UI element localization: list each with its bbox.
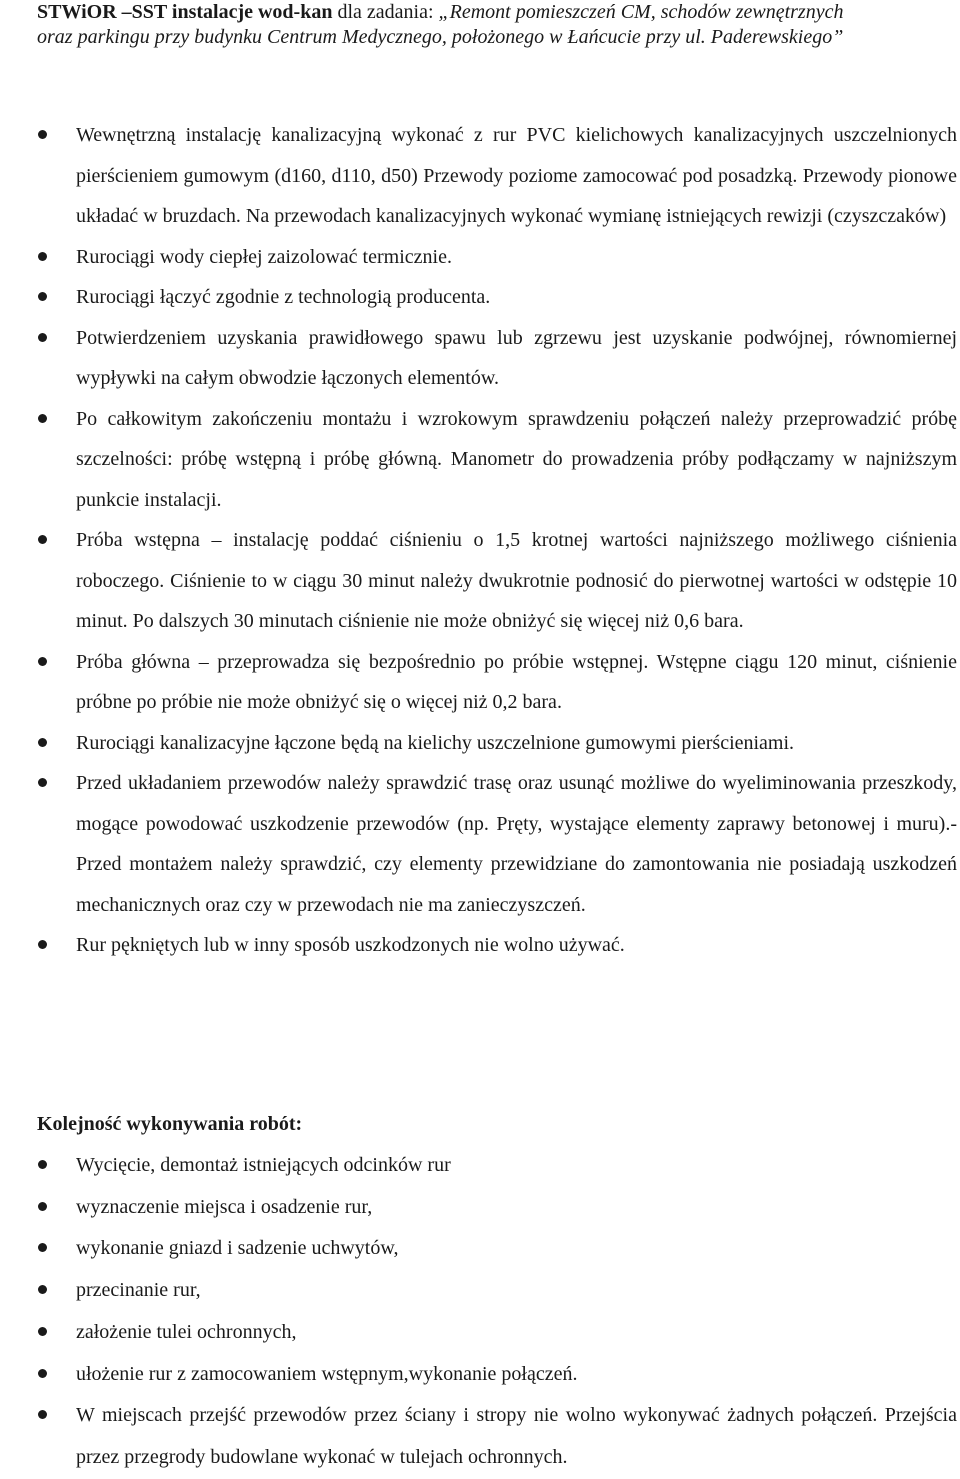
section-heading-work-order: Kolejność wykonywania robót: (37, 1113, 303, 1135)
list-item-text: przecinanie rur, (76, 1279, 201, 1302)
list-item-text: Rur pękniętych lub w inny sposób uszkodzonych nie wolno używać. (76, 934, 625, 956)
bullet-icon (38, 940, 47, 949)
list-item-text: Rurociągi wody ciepłej zaizolować termicznie. (76, 245, 452, 268)
list-item (0, 237, 960, 278)
document-header (37, 0, 957, 50)
list-item (0, 763, 960, 925)
list-item (0, 1270, 960, 1312)
bullet-icon (38, 252, 47, 261)
list-item (0, 115, 960, 237)
bullet-icon (38, 333, 47, 342)
list-item (0, 1354, 960, 1396)
bullet-icon (38, 130, 47, 139)
list-item-text: założenie tulei ochronnych, (76, 1320, 297, 1343)
list-item (0, 520, 960, 642)
spec-code: STWiOR –SST instalacje wod-kan (37, 1, 333, 23)
list-item (0, 1145, 960, 1187)
list-item-text: ułożenie rur z zamocowaniem wstępnym,wykonanie połączeń. (76, 1362, 578, 1385)
list-item (0, 318, 960, 399)
list-item (0, 1228, 960, 1270)
list-item (0, 399, 960, 521)
header-connector: dla zadania: (332, 1, 439, 23)
list-item-text: Potwierdzeniem uzyskania prawidłowego spawu lub zgrzewu jest uzyskanie podwójnej, równomiernej wypływki na całym obwodzie łączonych elementów. (76, 326, 957, 389)
list-item-text: wyznaczenie miejsca i osadzenie rur, (76, 1195, 373, 1218)
bullet-icon (38, 1410, 47, 1419)
list-item-text: Rurociągi kanalizacyjne łączone będą na kielichy uszczelnione gumowymi pierścieniami. (76, 731, 795, 754)
bullet-icon (38, 1369, 47, 1378)
bullet-icon (38, 778, 47, 787)
bullet-icon (38, 292, 47, 301)
list-item-text: Wewnętrzną instalację kanalizacyjną wykonać z rur PVC kielichowych kanalizacyjnych uszczelnionych pierścieniem gumowym (d160, d110, d50) Przewody poziome zamocować pod posadzką. Przewody pionowe układać w bruzdach. Na przewodach kanalizacyjnych wykonać wymianę istniejących rewizji (czyszczaków) (76, 124, 957, 227)
list-item (0, 277, 960, 318)
bullet-icon (38, 738, 47, 747)
list-item-text: Po całkowitym zakończeniu montażu i wzrokowym sprawdzeniu połączeń należy przeprowadzić próbę szczelności: próbę wstępną i próbę główną. Manometr do prowadzenia próby podłączamy w najniższym punkcie instalacji. (76, 407, 957, 511)
bullet-icon (38, 657, 47, 666)
list-item (0, 642, 960, 723)
bullet-icon (38, 1285, 47, 1294)
list-item (0, 723, 960, 764)
list-item (0, 925, 960, 966)
list-item-text: wykonanie gniazd i sadzenie uchwytów, (76, 1237, 399, 1260)
work-order-list (0, 1145, 960, 1479)
bullet-icon (38, 1160, 47, 1169)
header-line-1 (37, 0, 957, 25)
bullet-icon (38, 535, 47, 544)
list-item (0, 1395, 960, 1478)
project-title-part-2: oraz parkingu przy budynku Centrum Medycznego, położonego w Łańcucie przy ul. Paderewskiego” (37, 26, 844, 48)
list-item-text: Przed układaniem przewodów należy sprawdzić trasę oraz usunąć możliwe do wyeliminowania przeszkody, mogące powodować uszkodzenie przewodów (np. Pręty, wystające elementy zaprawy betonowej i muru).-Przed montażem należy sprawdzić, czy elementy przewidziane do zamontowania nie posiadają uszkodzeń mechanicznych oraz czy w przewodach nie ma zanieczyszczeń. (76, 772, 957, 916)
bullet-icon (38, 1327, 47, 1336)
list-item-text: Próba główna – przeprowadza się bezpośrednio po próbie wstępnej. Wstępne ciągu 120 minut, ciśnienie próbne po próbie nie może obniżyć się o więcej niż 0,2 bara. (76, 650, 957, 713)
project-title-part-1: „Remont pomieszczeń CM, schodów zewnętrznych (438, 1, 844, 23)
requirements-list (0, 115, 960, 966)
list-item-text: Rurociągi łączyć zgodnie z technologią producenta. (76, 286, 491, 308)
bullet-icon (38, 414, 47, 423)
list-item (0, 1187, 960, 1229)
list-item (0, 1312, 960, 1354)
bullet-icon (38, 1202, 47, 1211)
bullet-icon (38, 1243, 47, 1252)
list-item-text: Próba wstępna – instalację poddać ciśnieniu o 1,5 krotnej wartości najniższego możliwego ciśnienia roboczego. Ciśnienie to w ciągu 30 minut należy dwukrotnie podnosić do pierwotnej wartości w odstępie 10 minut. Po dalszych 30 minutach ciśnienie nie może obniżyć się więcej niż 0,6 bara. (76, 529, 957, 632)
list-item-text: Wycięcie, demontaż istniejących odcinków rur (76, 1154, 451, 1176)
list-item-text: W miejscach przejść przewodów przez ściany i stropy nie wolno wykonywać żadnych połączeń. Przejścia przez przegrody budowlane wykonać w tulejach ochronnych. (76, 1404, 957, 1468)
